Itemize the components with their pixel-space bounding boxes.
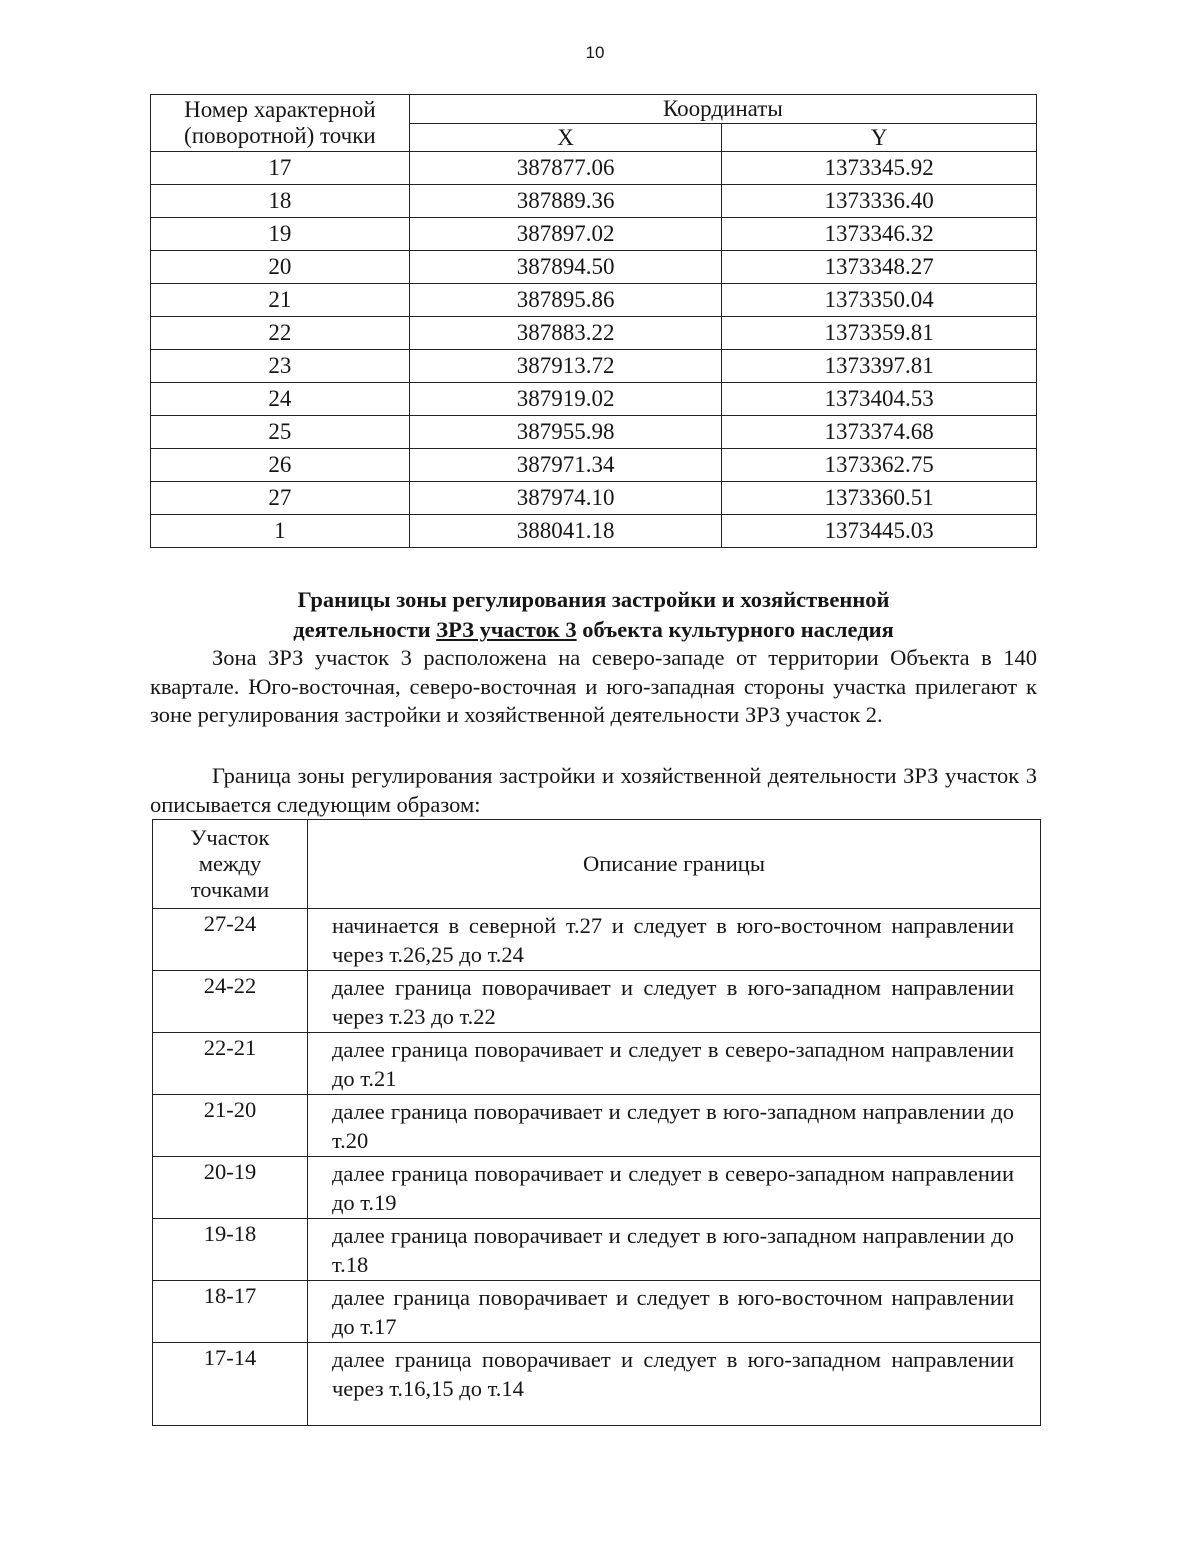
- x-cell: 387971.34: [409, 449, 722, 482]
- header-description: Описание границы: [307, 820, 1040, 909]
- page-number: 10: [585, 43, 605, 62]
- heading-text-after: объекта культурного наследия: [576, 617, 894, 642]
- x-cell: 387889.36: [409, 185, 722, 218]
- table-row: [151, 284, 1037, 317]
- table-row: [153, 971, 1041, 1033]
- segment-cell: 17-14: [153, 1343, 308, 1426]
- table-row: [153, 909, 1041, 971]
- table-row: [153, 1281, 1041, 1343]
- section-heading-line1: Границы зоны регулирования застройки и хозяйственной: [297, 587, 890, 612]
- table-row: [151, 416, 1037, 449]
- y-cell: 1373362.75: [722, 449, 1037, 482]
- point-cell: 17: [151, 152, 410, 185]
- description-cell: далее граница поворачивает и следует в юго-западном направлении до т.20: [307, 1095, 1040, 1157]
- y-cell: 1373345.92: [722, 152, 1037, 185]
- point-cell: 24: [151, 383, 410, 416]
- segment-cell: 18-17: [153, 1281, 308, 1343]
- header-coordinates: Координаты: [409, 95, 1036, 124]
- segment-cell: 20-19: [153, 1157, 308, 1219]
- point-cell: 19: [151, 218, 410, 251]
- segment-cell: 21-20: [153, 1095, 308, 1157]
- segment-cell: 24-22: [153, 971, 308, 1033]
- x-cell: 387883.22: [409, 317, 722, 350]
- header-x: X: [409, 124, 722, 152]
- table-row: [151, 317, 1037, 350]
- header-y: Y: [722, 124, 1037, 152]
- y-cell: 1373348.27: [722, 251, 1037, 284]
- description-cell: далее граница поворачивает и следует в северо-западном направлении до т.21: [307, 1033, 1040, 1095]
- x-cell: 387955.98: [409, 416, 722, 449]
- y-cell: 1373445.03: [722, 515, 1037, 548]
- boundary-description-table: [152, 819, 1041, 1426]
- y-cell: 1373359.81: [722, 317, 1037, 350]
- section-heading-line2: [150, 614, 1037, 646]
- header-point-number: Номер характерной (поворотной) точки: [151, 95, 410, 152]
- point-cell: 21: [151, 284, 410, 317]
- x-cell: 387974.10: [409, 482, 722, 515]
- y-cell: 1373350.04: [722, 284, 1037, 317]
- description-cell: далее граница поворачивает и следует в юго-восточном направлении до т.17: [307, 1281, 1040, 1343]
- y-cell: 1373336.40: [722, 185, 1037, 218]
- point-cell: 27: [151, 482, 410, 515]
- point-cell: 18: [151, 185, 410, 218]
- table-row: [153, 1095, 1041, 1157]
- y-cell: 1373374.68: [722, 416, 1037, 449]
- table-row: [151, 350, 1037, 383]
- x-cell: 387897.02: [409, 218, 722, 251]
- paragraph-1-text: Зона ЗРЗ участок 3 расположена на северо-западе от территории Объекта в 140 квартале. Юго-восточная, северо-восточная и юго-западная стороны участка прилегают к зоне регулирования застройки и хозяйственной деятельности ЗРЗ участок 2.: [150, 645, 1037, 727]
- y-cell: 1373346.32: [722, 218, 1037, 251]
- point-cell: 1: [151, 515, 410, 548]
- x-cell: 387894.50: [409, 251, 722, 284]
- point-cell: 25: [151, 416, 410, 449]
- segment-cell: 27-24: [153, 909, 308, 971]
- table-row: [151, 515, 1037, 548]
- description-cell: далее граница поворачивает и следует в юго-западном направлении через т.23 до т.22: [307, 971, 1040, 1033]
- table-row: [151, 383, 1037, 416]
- x-cell: 387913.72: [409, 350, 722, 383]
- paragraph-zone-description: [150, 644, 1037, 730]
- y-cell: 1373397.81: [722, 350, 1037, 383]
- segment-cell: 19-18: [153, 1219, 308, 1281]
- table-row: [151, 152, 1037, 185]
- description-cell: далее граница поворачивает и следует в северо-западном направлении до т.19: [307, 1157, 1040, 1219]
- table-row: [153, 1219, 1041, 1281]
- table-row: [151, 185, 1037, 218]
- y-cell: 1373360.51: [722, 482, 1037, 515]
- table-header-row: [153, 820, 1041, 909]
- table-row: [151, 218, 1037, 251]
- y-cell: 1373404.53: [722, 383, 1037, 416]
- heading-underlined-zone: ЗРЗ участок 3: [436, 617, 577, 642]
- segment-cell: 22-21: [153, 1033, 308, 1095]
- table-row: [151, 251, 1037, 284]
- x-cell: 387919.02: [409, 383, 722, 416]
- description-cell: далее граница поворачивает и следует в юго-западном направлении до т.18: [307, 1219, 1040, 1281]
- x-cell: 387895.86: [409, 284, 722, 317]
- point-cell: 22: [151, 317, 410, 350]
- description-cell: начинается в северной т.27 и следует в юго-восточном направлении через т.26,25 до т.24: [307, 909, 1040, 971]
- description-cell: далее граница поворачивает и следует в юго-западном направлении через т.16,15 до т.14: [307, 1343, 1040, 1426]
- point-cell: 23: [151, 350, 410, 383]
- table-row: [153, 1033, 1041, 1095]
- paragraph-2-text: Граница зоны регулирования застройки и хозяйственной деятельности ЗРЗ участок 3 описывается следующим образом:: [150, 763, 1037, 817]
- point-cell: 26: [151, 449, 410, 482]
- table-row: [153, 1343, 1041, 1426]
- table-row: [151, 449, 1037, 482]
- header-segment: Участок между точками: [153, 820, 308, 909]
- x-cell: 387877.06: [409, 152, 722, 185]
- paragraph-boundary-intro: [150, 762, 1037, 819]
- table-row: [151, 482, 1037, 515]
- coordinates-table: [150, 94, 1037, 548]
- heading-text-before: деятельности: [293, 617, 437, 642]
- table-row: [153, 1157, 1041, 1219]
- table-header-row: [151, 95, 1037, 124]
- x-cell: 388041.18: [409, 515, 722, 548]
- point-cell: 20: [151, 251, 410, 284]
